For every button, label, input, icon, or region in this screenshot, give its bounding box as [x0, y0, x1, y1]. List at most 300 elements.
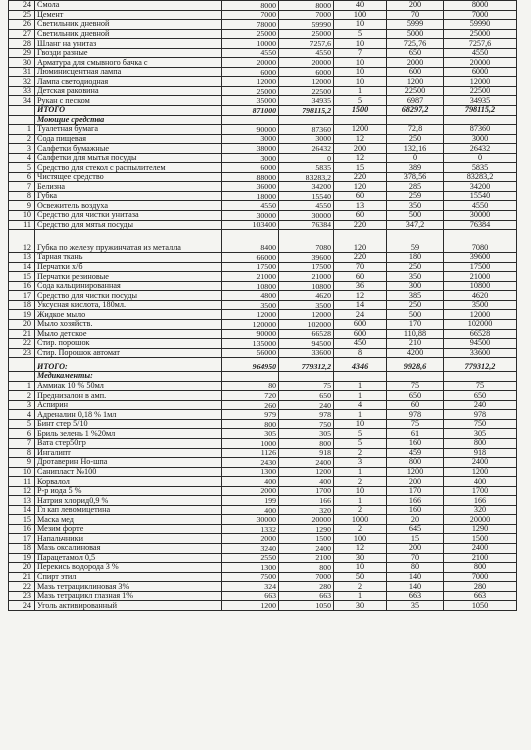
actual-amount: 0: [279, 153, 334, 163]
actual-amount: 7080: [279, 230, 334, 253]
row-number: 1: [9, 381, 35, 391]
total-amount: 21000: [444, 272, 517, 282]
item-name: Аспирин: [35, 400, 222, 410]
unit-price: 170: [387, 319, 444, 329]
planned-amount: 1200: [222, 601, 279, 611]
planned-amount: 720: [222, 391, 279, 401]
actual-amount: 15540: [279, 191, 334, 201]
total-amount: 25000: [444, 29, 517, 39]
table-row: [9, 48, 517, 58]
table-row: [9, 230, 517, 253]
row-number: 21: [9, 572, 35, 582]
actual-amount: 4620: [279, 291, 334, 301]
unit-price: 1200: [387, 77, 444, 87]
item-name: Салфетки для мытья посуды: [35, 153, 222, 163]
planned-amount: 25000: [222, 29, 279, 39]
total-amount: 4550: [444, 201, 517, 211]
actual-amount: 76384: [279, 220, 334, 230]
item-name: Сода пищевая: [35, 134, 222, 144]
table-row: [9, 211, 517, 221]
actual-amount: 320: [279, 505, 334, 515]
planned-amount: 1300: [222, 563, 279, 573]
item-name: ИТОГО: [35, 106, 222, 116]
item-name: Жидкое мыло: [35, 310, 222, 320]
item-name: Мезим форте: [35, 524, 222, 534]
item-name: Мыло хозяйств.: [35, 319, 222, 329]
row-number: 20: [9, 319, 35, 329]
actual-amount: 4550: [279, 201, 334, 211]
unit-price: 166: [387, 496, 444, 506]
actual-amount: 800: [279, 438, 334, 448]
table-row: [9, 496, 517, 506]
row-number: 6: [9, 172, 35, 182]
row-number: 9: [9, 458, 35, 468]
total-amount: 34935: [444, 96, 517, 106]
planned-amount: 18000: [222, 191, 279, 201]
item-name: Аммиак 10 % 50мл: [35, 381, 222, 391]
table-row: [9, 67, 517, 77]
actual-amount: 21000: [279, 272, 334, 282]
total-amount: 83283,2: [444, 172, 517, 182]
item-name: Напальчники: [35, 534, 222, 544]
table-row: [9, 300, 517, 310]
item-name: Белизна: [35, 182, 222, 192]
total-amount: 2400: [444, 543, 517, 553]
planned-amount: 135000: [222, 339, 279, 349]
row-number: 5: [9, 163, 35, 173]
planned-amount: 3500: [222, 300, 279, 310]
quantity: 12: [334, 134, 387, 144]
table-row: [9, 467, 517, 477]
table-row: [9, 29, 517, 39]
planned-amount: 80: [222, 381, 279, 391]
row-number: 10: [9, 467, 35, 477]
item-name: Шланг на унитаз: [35, 39, 222, 49]
unit-price: 978: [387, 410, 444, 420]
row-number: 15: [9, 515, 35, 525]
planned-amount: 663: [222, 591, 279, 601]
planned-amount: 3000: [222, 134, 279, 144]
row-number: 18: [9, 300, 35, 310]
table-row: [9, 524, 517, 534]
planned-amount: [222, 372, 279, 382]
table-row: [9, 339, 517, 349]
planned-amount: 4550: [222, 48, 279, 58]
table-row: [9, 601, 517, 611]
row-number: [9, 106, 35, 116]
row-number: 21: [9, 329, 35, 339]
planned-amount: 3000: [222, 153, 279, 163]
table-row: [9, 144, 517, 154]
unit-price: 72,8: [387, 125, 444, 135]
actual-amount: 12000: [279, 310, 334, 320]
planned-amount: 120000: [222, 319, 279, 329]
row-number: 30: [9, 58, 35, 68]
actual-amount: 34200: [279, 182, 334, 192]
unit-price: 200: [387, 543, 444, 553]
planned-amount: 1300: [222, 467, 279, 477]
actual-amount: 7000: [279, 10, 334, 20]
quantity: 10: [334, 486, 387, 496]
planned-amount: 90000: [222, 329, 279, 339]
planned-amount: 400: [222, 477, 279, 487]
actual-amount: 400: [279, 477, 334, 487]
ledger-table: [8, 0, 517, 611]
actual-amount: 2400: [279, 458, 334, 468]
quantity: 450: [334, 339, 387, 349]
unit-price: 4200: [387, 348, 444, 358]
quantity: [334, 372, 387, 382]
item-name: Уксусная кислота, 180мл.: [35, 300, 222, 310]
planned-amount: 17500: [222, 262, 279, 272]
total-amount: 12000: [444, 77, 517, 87]
actual-amount: 7000: [279, 572, 334, 582]
quantity: 1: [334, 591, 387, 601]
planned-amount: 20000: [222, 58, 279, 68]
total-amount: 20000: [444, 515, 517, 525]
table-row: [9, 381, 517, 391]
table-row: [9, 310, 517, 320]
quantity: 2: [334, 448, 387, 458]
row-number: 22: [9, 339, 35, 349]
planned-amount: 1332: [222, 524, 279, 534]
quantity: 24: [334, 310, 387, 320]
table-row: [9, 534, 517, 544]
unit-price: 300: [387, 281, 444, 291]
planned-amount: 8000: [222, 1, 279, 11]
actual-amount: 20000: [279, 515, 334, 525]
actual-amount: 800: [279, 563, 334, 573]
item-name: Салфетки бумажные: [35, 144, 222, 154]
unit-price: [387, 115, 444, 125]
item-name: Вата стер50гр: [35, 438, 222, 448]
quantity: 2: [334, 524, 387, 534]
actual-amount: 779312,2: [279, 358, 334, 372]
row-number: 14: [9, 262, 35, 272]
item-name: Гл кап левомицетина: [35, 505, 222, 515]
total-amount: 5835: [444, 163, 517, 173]
row-number: 18: [9, 543, 35, 553]
total-amount: 1200: [444, 467, 517, 477]
actual-amount: 66528: [279, 329, 334, 339]
item-name: Цемент: [35, 10, 222, 20]
row-number: 12: [9, 486, 35, 496]
item-name: Сода кальцинированная: [35, 281, 222, 291]
table-row: [9, 1, 517, 11]
item-name: Средство для чистки посуды: [35, 291, 222, 301]
row-number: 2: [9, 134, 35, 144]
table-row: [9, 391, 517, 401]
planned-amount: 199: [222, 496, 279, 506]
row-number: 16: [9, 524, 35, 534]
table-row: [9, 419, 517, 429]
item-name: Санипласт №100: [35, 467, 222, 477]
actual-amount: 650: [279, 391, 334, 401]
item-name: Бриль зелень 1 %20мл: [35, 429, 222, 439]
table-row: [9, 486, 517, 496]
total-amount: 400: [444, 477, 517, 487]
actual-amount: 3500: [279, 300, 334, 310]
item-name: Гвозди разные: [35, 48, 222, 58]
unit-price: 350: [387, 272, 444, 282]
actual-amount: 1290: [279, 524, 334, 534]
table-row: [9, 458, 517, 468]
total-amount: 33600: [444, 348, 517, 358]
planned-amount: 305: [222, 429, 279, 439]
total-amount: 34200: [444, 182, 517, 192]
unit-price: 5999: [387, 20, 444, 30]
actual-amount: 34935: [279, 96, 334, 106]
planned-amount: 2000: [222, 486, 279, 496]
planned-amount: 88000: [222, 172, 279, 182]
total-amount: 7257,6: [444, 39, 517, 49]
quantity: 1: [334, 391, 387, 401]
item-name: Преднизалон в амп.: [35, 391, 222, 401]
quantity: 60: [334, 211, 387, 221]
item-name: Губка: [35, 191, 222, 201]
table-row: [9, 505, 517, 515]
row-number: 33: [9, 86, 35, 96]
actual-amount: 305: [279, 429, 334, 439]
actual-amount: 17500: [279, 262, 334, 272]
table-row: [9, 410, 517, 420]
item-name: Парацетамол 0,5: [35, 553, 222, 563]
unit-price: 61: [387, 429, 444, 439]
unit-price: 645: [387, 524, 444, 534]
unit-price: 385: [387, 291, 444, 301]
total-amount: 20000: [444, 58, 517, 68]
quantity: 14: [334, 300, 387, 310]
actual-amount: 94500: [279, 339, 334, 349]
total-amount: 918: [444, 448, 517, 458]
quantity: 1000: [334, 515, 387, 525]
table-row: [9, 220, 517, 230]
quantity: 70: [334, 262, 387, 272]
row-number: [9, 372, 35, 382]
actual-amount: 83283,2: [279, 172, 334, 182]
planned-amount: 35000: [222, 96, 279, 106]
unit-price: 5000: [387, 29, 444, 39]
quantity: 40: [334, 1, 387, 11]
total-amount: 75: [444, 381, 517, 391]
actual-amount: 30000: [279, 211, 334, 221]
actual-amount: 10800: [279, 281, 334, 291]
total-amount: 240: [444, 400, 517, 410]
quantity: 5: [334, 96, 387, 106]
planned-amount: 979: [222, 410, 279, 420]
table-row: [9, 172, 517, 182]
planned-amount: 30000: [222, 515, 279, 525]
item-name: Детская раковина: [35, 86, 222, 96]
quantity: 5: [334, 429, 387, 439]
quantity: 15: [334, 163, 387, 173]
unit-price: 650: [387, 48, 444, 58]
total-amount: 59990: [444, 20, 517, 30]
table-row: [9, 348, 517, 358]
unit-price: 347,2: [387, 220, 444, 230]
table-row: [9, 191, 517, 201]
planned-amount: 30000: [222, 211, 279, 221]
item-name: Ингалипт: [35, 448, 222, 458]
unit-price: 140: [387, 582, 444, 592]
row-number: 5: [9, 419, 35, 429]
item-name: Стир. Порошок автомат: [35, 348, 222, 358]
item-name: Моющие средства: [35, 115, 222, 125]
planned-amount: [222, 115, 279, 125]
actual-amount: 280: [279, 582, 334, 592]
quantity: 600: [334, 319, 387, 329]
actual-amount: 25000: [279, 29, 334, 39]
total-amount: 750: [444, 419, 517, 429]
unit-price: 285: [387, 182, 444, 192]
planned-amount: 25000: [222, 86, 279, 96]
actual-amount: 39600: [279, 253, 334, 263]
unit-price: 59: [387, 230, 444, 253]
unit-price: 160: [387, 505, 444, 515]
table-row: [9, 86, 517, 96]
total-amount: 30000: [444, 211, 517, 221]
row-number: 3: [9, 400, 35, 410]
item-name: Туалетная бумага: [35, 125, 222, 135]
total-amount: 2400: [444, 458, 517, 468]
unit-price: 250: [387, 262, 444, 272]
unit-price: 1200: [387, 467, 444, 477]
item-name: Светильник дневной: [35, 29, 222, 39]
row-number: 7: [9, 438, 35, 448]
planned-amount: 8400: [222, 230, 279, 253]
unit-price: 9928,6: [387, 358, 444, 372]
unit-price: 250: [387, 134, 444, 144]
table-row: [9, 400, 517, 410]
total-amount: 66528: [444, 329, 517, 339]
table-row: [9, 448, 517, 458]
planned-amount: 10800: [222, 281, 279, 291]
planned-amount: 800: [222, 419, 279, 429]
total-amount: 22500: [444, 86, 517, 96]
row-number: 27: [9, 29, 35, 39]
unit-price: 250: [387, 300, 444, 310]
table-row: [9, 20, 517, 30]
unit-price: 70: [387, 553, 444, 563]
quantity: 10: [334, 67, 387, 77]
actual-amount: 5835: [279, 163, 334, 173]
quantity: 10: [334, 39, 387, 49]
item-name: Адреналин 0,18 % 1мл: [35, 410, 222, 420]
table-row: [9, 125, 517, 135]
unit-price: 35: [387, 601, 444, 611]
item-name: Перчатки х/б: [35, 262, 222, 272]
row-number: 13: [9, 496, 35, 506]
total-amount: 6000: [444, 67, 517, 77]
quantity: 60: [334, 272, 387, 282]
table-row: [9, 291, 517, 301]
actual-amount: 2400: [279, 543, 334, 553]
actual-amount: 798115,2: [279, 106, 334, 116]
unit-price: 140: [387, 572, 444, 582]
quantity: 220: [334, 220, 387, 230]
total-amount: 4550: [444, 48, 517, 58]
quantity: 4346: [334, 358, 387, 372]
row-number: 19: [9, 553, 35, 563]
unit-price: 725,76: [387, 39, 444, 49]
table-row: [9, 563, 517, 573]
item-name: Средство для стекол с распылителем: [35, 163, 222, 173]
actual-amount: 3000: [279, 134, 334, 144]
row-number: 34: [9, 96, 35, 106]
total-amount: 800: [444, 438, 517, 448]
item-name: Бинт стер 5/10: [35, 419, 222, 429]
total-amount: 0: [444, 153, 517, 163]
table-row: [9, 201, 517, 211]
actual-amount: 8000: [279, 1, 334, 11]
total-amount: 305: [444, 429, 517, 439]
total-amount: 15540: [444, 191, 517, 201]
quantity: 10: [334, 58, 387, 68]
quantity: 12: [334, 543, 387, 553]
row-number: 26: [9, 20, 35, 30]
row-number: 1: [9, 125, 35, 135]
planned-amount: 3240: [222, 543, 279, 553]
actual-amount: 26432: [279, 144, 334, 154]
unit-price: 170: [387, 486, 444, 496]
unit-price: 160: [387, 438, 444, 448]
planned-amount: 964950: [222, 358, 279, 372]
row-number: 14: [9, 505, 35, 515]
actual-amount: 12000: [279, 77, 334, 87]
total-amount: [444, 115, 517, 125]
ledger-sheet: [8, 0, 516, 611]
row-number: 11: [9, 477, 35, 487]
unit-price: 132,16: [387, 144, 444, 154]
unit-price: [387, 372, 444, 382]
row-number: 8: [9, 448, 35, 458]
unit-price: 500: [387, 211, 444, 221]
actual-amount: 1200: [279, 467, 334, 477]
quantity: 60: [334, 191, 387, 201]
total-amount: 650: [444, 391, 517, 401]
quantity: 1: [334, 410, 387, 420]
item-name: Перчатки резиновые: [35, 272, 222, 282]
planned-amount: 4550: [222, 201, 279, 211]
quantity: 220: [334, 253, 387, 263]
total-amount: 3500: [444, 300, 517, 310]
total-row: [9, 106, 517, 116]
quantity: 10: [334, 77, 387, 87]
item-name: Смола: [35, 1, 222, 11]
total-amount: 978: [444, 410, 517, 420]
unit-price: 259: [387, 191, 444, 201]
table-row: [9, 319, 517, 329]
item-name: Мазь тетрацикл глазная 1%: [35, 591, 222, 601]
planned-amount: 12000: [222, 310, 279, 320]
planned-amount: 10000: [222, 39, 279, 49]
planned-amount: 38000: [222, 144, 279, 154]
planned-amount: 400: [222, 505, 279, 515]
planned-amount: 4800: [222, 291, 279, 301]
item-name: Светильник дневной: [35, 20, 222, 30]
total-amount: 7000: [444, 10, 517, 20]
row-number: 32: [9, 77, 35, 87]
unit-price: 210: [387, 339, 444, 349]
planned-amount: 21000: [222, 272, 279, 282]
table-row: [9, 572, 517, 582]
planned-amount: 6000: [222, 163, 279, 173]
row-number: 9: [9, 201, 35, 211]
quantity: 1: [334, 86, 387, 96]
planned-amount: 78000: [222, 20, 279, 30]
table-row: [9, 543, 517, 553]
unit-price: 200: [387, 477, 444, 487]
